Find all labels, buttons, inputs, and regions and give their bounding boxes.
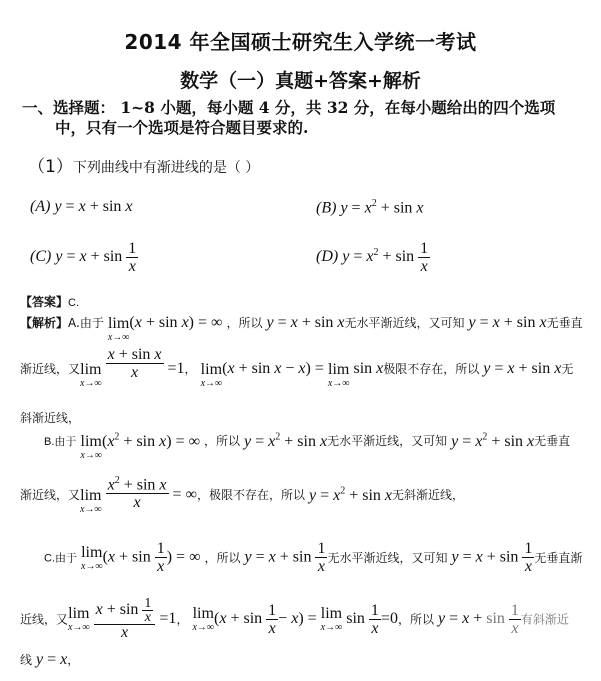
page-subtitle: 数学（一）真题+答案+解析 — [180, 70, 421, 92]
option-a: (A) y = x + sin x — [30, 198, 133, 215]
option-c: (C) y = x + sin $\frac{1}{x}$ — [30, 240, 137, 275]
question-text: 下列曲线中有渐进线的是（ ） — [72, 160, 260, 176]
answer-value: C. — [68, 297, 80, 309]
answer-line — [20, 291, 79, 310]
analysis-a-line-3: 斜渐近线， — [20, 411, 81, 425]
analysis-a-line-1: 【解析】A.由于 lim x→∞ (x + sin x) = ∞ $^{,所以}$ $y = x + \sin x^{无水平渐近线,又可知}$ $y = x + \sin x^{无垂直}$ — [20, 314, 583, 343]
analysis-b-line-1: B.由于 lim x→∞ $(x^2 + \sin x)$ = ∞ $^{,所以}$ $y = x^2 + \sin x^{无水平渐近线,又可知}$ $y = x^2 + \sin x^{无垂直}$ — [44, 432, 571, 461]
analysis-tag: 【解析】 — [20, 316, 69, 330]
option-b: (B) $y = x^2 + \sin x$ — [316, 198, 424, 217]
question-1 — [28, 152, 259, 177]
analysis-c-line-1: C.由于 lim x→∞ (x + sin $\frac{1}{x}$ ) = ∞ ，所以 y = x + sin $\frac{1}{x}$ 无水平渐近线，又可知 y = x + sin $\frac{1}{x}$ 无垂直渐 — [44, 540, 583, 575]
section-line-2: 中，只有一个选项是符合题目要求的. — [55, 118, 309, 137]
answer-tag: 【答案】 — [20, 295, 69, 309]
analysis-b-line-2: 渐近线，又 lim x→∞ $\frac{x^2 + \sin x}{x}$ = ∞$^{,极限不存在,所以}$ $y = x^2 + \sin x^{无斜渐近线,}$ — [20, 486, 464, 516]
section-line-1: 一、选择题： 1~8 小题，每小题 4 分，共 32 分，在每小题给出的四个选项 — [22, 98, 556, 117]
analysis-c-line-2: 近线，又 lim x→∞ x + sin $\frac{1}{x}$ x =1， lim x→∞ (x + sin $\frac{1}{x}$ − x) = lim x→∞ sin $\frac{1}{x}$ =0，所以 y = x + sin $\frac{1}{x}$ 有斜渐近 — [20, 596, 569, 641]
limit: lim x→∞ — [107, 315, 130, 343]
option-d: (D) $y = x^2 + \sin$ $\frac{1}{x}$ — [316, 240, 429, 275]
analysis-a-line-2: 渐近线，又 lim x→∞ $\frac{\text{x + sin x}}{x}$ =1， lim x→∞ (x + sin x − x) = lim x→∞ $\sin x^{极限不存在,所以}$ $y = x + \sin x^无$ — [20, 346, 574, 389]
page-title: 2014 年全国硕士研究生入学统一考试 — [124, 30, 477, 54]
question-number: （1） — [28, 157, 73, 177]
section-heading — [22, 98, 555, 138]
analysis-c-line-3: 线 y = x， — [20, 651, 80, 668]
